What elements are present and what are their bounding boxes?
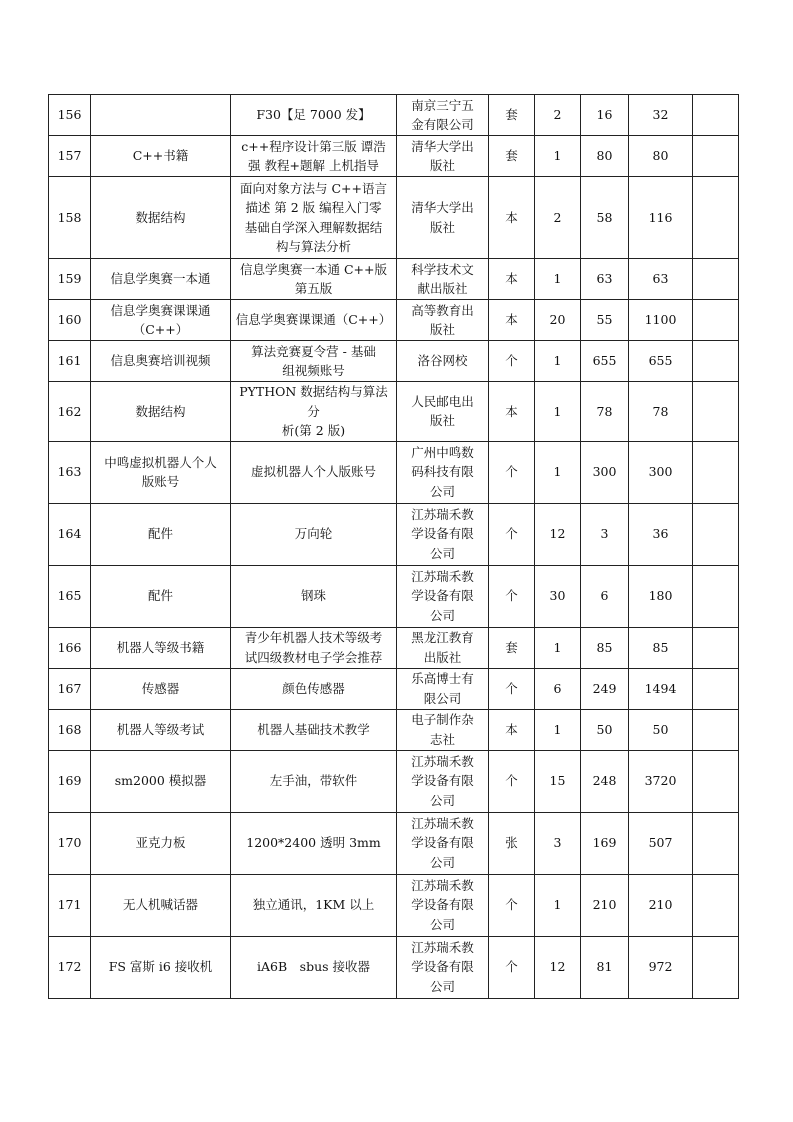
item-spec-cell: 机器人基础技术教学 [231, 709, 397, 750]
unit-price-cell: 300 [581, 441, 629, 503]
supplier-name-cell: 江苏瑞禾教 学设备有限 公司 [397, 874, 489, 936]
item-name-cell: 无人机喊话器 [91, 874, 231, 936]
unit-price-cell: 6 [581, 565, 629, 627]
unit-cell: 套 [489, 627, 535, 668]
item-name-cell: 配件 [91, 503, 231, 565]
total-amount-cell: 32 [629, 95, 693, 136]
remark-cell [693, 874, 739, 936]
table-row [49, 441, 739, 503]
supplier-name-cell: 乐高博士有 限公司 [397, 668, 489, 709]
quantity-cell: 6 [535, 668, 581, 709]
unit-cell: 个 [489, 874, 535, 936]
row-number-cell: 171 [49, 874, 91, 936]
quantity-cell: 1 [535, 709, 581, 750]
total-amount-cell: 1494 [629, 668, 693, 709]
supplier-name-cell: 高等教育出 版社 [397, 300, 489, 341]
remark-cell [693, 812, 739, 874]
row-number-cell: 156 [49, 95, 91, 136]
supplier-name-cell: 科学技术文 献出版社 [397, 259, 489, 300]
item-spec-cell: 钢珠 [231, 565, 397, 627]
item-spec-cell: 面向对象方法与 C++语言 描述 第 2 版 编程入门零 基础自学深入理解数据结 构与算法分析 [231, 177, 397, 259]
quantity-cell: 1 [535, 441, 581, 503]
item-spec-cell: 独立通讯，1KM 以上 [231, 874, 397, 936]
item-spec-cell: 虚拟机器人个人版账号 [231, 441, 397, 503]
item-spec-cell: 颜色传感器 [231, 668, 397, 709]
quantity-cell: 1 [535, 874, 581, 936]
unit-cell: 套 [489, 136, 535, 177]
quantity-cell: 2 [535, 95, 581, 136]
remark-cell [693, 936, 739, 998]
table-row [49, 565, 739, 627]
remark-cell [693, 441, 739, 503]
remark-cell [693, 382, 739, 442]
unit-price-cell: 248 [581, 750, 629, 812]
unit-price-cell: 55 [581, 300, 629, 341]
quantity-cell: 2 [535, 177, 581, 259]
unit-cell: 本 [489, 177, 535, 259]
remark-cell [693, 95, 739, 136]
remark-cell [693, 627, 739, 668]
item-name-cell: 信息奥赛培训视频 [91, 341, 231, 382]
table-row [49, 300, 739, 341]
item-spec-cell: 算法竞赛夏令营 - 基础 组视频账号 [231, 341, 397, 382]
unit-price-cell: 3 [581, 503, 629, 565]
table-row [49, 668, 739, 709]
supplier-name-cell: 南京三宁五 金有限公司 [397, 95, 489, 136]
supplier-name-cell: 电子制作杂 志社 [397, 709, 489, 750]
total-amount-cell: 116 [629, 177, 693, 259]
item-spec-cell: 信息学奥赛课课通（C++） [231, 300, 397, 341]
quantity-cell: 12 [535, 503, 581, 565]
supplier-name-cell: 江苏瑞禾教 学设备有限 公司 [397, 503, 489, 565]
total-amount-cell: 972 [629, 936, 693, 998]
row-number-cell: 158 [49, 177, 91, 259]
total-amount-cell: 85 [629, 627, 693, 668]
quantity-cell: 15 [535, 750, 581, 812]
row-number-cell: 165 [49, 565, 91, 627]
table-row [49, 874, 739, 936]
row-number-cell: 166 [49, 627, 91, 668]
row-number-cell: 167 [49, 668, 91, 709]
item-name-cell: 信息学奥赛一本通 [91, 259, 231, 300]
unit-cell: 个 [489, 668, 535, 709]
item-name-cell: sm2000 模拟器 [91, 750, 231, 812]
supplier-name-cell: 广州中鸣数 码科技有限 公司 [397, 441, 489, 503]
item-spec-cell: iA6B sbus 接收器 [231, 936, 397, 998]
supplier-name-cell: 人民邮电出 版社 [397, 382, 489, 442]
item-name-cell: C++书籍 [91, 136, 231, 177]
remark-cell [693, 503, 739, 565]
unit-price-cell: 16 [581, 95, 629, 136]
unit-price-cell: 80 [581, 136, 629, 177]
unit-cell: 个 [489, 565, 535, 627]
quantity-cell: 1 [535, 627, 581, 668]
unit-price-cell: 85 [581, 627, 629, 668]
table-row [49, 936, 739, 998]
total-amount-cell: 655 [629, 341, 693, 382]
unit-price-cell: 210 [581, 874, 629, 936]
remark-cell [693, 136, 739, 177]
item-spec-cell: 青少年机器人技术等级考 试四级教材电子学会推荐 [231, 627, 397, 668]
total-amount-cell: 210 [629, 874, 693, 936]
unit-cell: 个 [489, 750, 535, 812]
total-amount-cell: 507 [629, 812, 693, 874]
row-number-cell: 162 [49, 382, 91, 442]
row-number-cell: 172 [49, 936, 91, 998]
item-name-cell: 信息学奥赛课课通 （C++） [91, 300, 231, 341]
supplier-name-cell: 洛谷网校 [397, 341, 489, 382]
unit-cell: 个 [489, 936, 535, 998]
procurement-table [48, 94, 739, 999]
table-row [49, 382, 739, 442]
supplier-name-cell: 江苏瑞禾教 学设备有限 公司 [397, 750, 489, 812]
supplier-name-cell: 江苏瑞禾教 学设备有限 公司 [397, 565, 489, 627]
unit-price-cell: 63 [581, 259, 629, 300]
row-number-cell: 157 [49, 136, 91, 177]
unit-cell: 个 [489, 503, 535, 565]
unit-price-cell: 81 [581, 936, 629, 998]
remark-cell [693, 177, 739, 259]
total-amount-cell: 80 [629, 136, 693, 177]
total-amount-cell: 1100 [629, 300, 693, 341]
item-spec-cell: PYTHON 数据结构与算法分 析(第 2 版) [231, 382, 397, 442]
table-row [49, 177, 739, 259]
remark-cell [693, 565, 739, 627]
table-row [49, 503, 739, 565]
total-amount-cell: 50 [629, 709, 693, 750]
unit-cell: 套 [489, 95, 535, 136]
unit-price-cell: 78 [581, 382, 629, 442]
table-row [49, 95, 739, 136]
table-row [49, 259, 739, 300]
table-row [49, 709, 739, 750]
total-amount-cell: 180 [629, 565, 693, 627]
item-name-cell: 机器人等级考试 [91, 709, 231, 750]
remark-cell [693, 341, 739, 382]
row-number-cell: 159 [49, 259, 91, 300]
quantity-cell: 1 [535, 136, 581, 177]
total-amount-cell: 3720 [629, 750, 693, 812]
item-spec-cell: c++程序设计第三版 谭浩 强 教程+题解 上机指导 [231, 136, 397, 177]
item-name-cell: FS 富斯 i6 接收机 [91, 936, 231, 998]
table-row [49, 627, 739, 668]
unit-cell: 个 [489, 341, 535, 382]
supplier-name-cell: 黑龙江教育 出版社 [397, 627, 489, 668]
total-amount-cell: 63 [629, 259, 693, 300]
remark-cell [693, 750, 739, 812]
row-number-cell: 169 [49, 750, 91, 812]
supplier-name-cell: 江苏瑞禾教 学设备有限 公司 [397, 812, 489, 874]
item-name-cell: 亚克力板 [91, 812, 231, 874]
unit-cell: 本 [489, 259, 535, 300]
remark-cell [693, 668, 739, 709]
quantity-cell: 1 [535, 382, 581, 442]
row-number-cell: 163 [49, 441, 91, 503]
total-amount-cell: 78 [629, 382, 693, 442]
unit-cell: 本 [489, 709, 535, 750]
row-number-cell: 161 [49, 341, 91, 382]
unit-cell: 张 [489, 812, 535, 874]
unit-cell: 本 [489, 300, 535, 341]
remark-cell [693, 259, 739, 300]
total-amount-cell: 300 [629, 441, 693, 503]
total-amount-cell: 36 [629, 503, 693, 565]
item-spec-cell: 万向轮 [231, 503, 397, 565]
supplier-name-cell: 江苏瑞禾教 学设备有限 公司 [397, 936, 489, 998]
quantity-cell: 3 [535, 812, 581, 874]
unit-cell: 个 [489, 441, 535, 503]
remark-cell [693, 709, 739, 750]
table-row [49, 812, 739, 874]
item-spec-cell: 1200*2400 透明 3mm [231, 812, 397, 874]
quantity-cell: 20 [535, 300, 581, 341]
quantity-cell: 12 [535, 936, 581, 998]
row-number-cell: 170 [49, 812, 91, 874]
table-row [49, 750, 739, 812]
quantity-cell: 1 [535, 341, 581, 382]
remark-cell [693, 300, 739, 341]
table-row [49, 136, 739, 177]
row-number-cell: 164 [49, 503, 91, 565]
table-row [49, 341, 739, 382]
item-name-cell: 机器人等级书籍 [91, 627, 231, 668]
quantity-cell: 30 [535, 565, 581, 627]
unit-price-cell: 50 [581, 709, 629, 750]
unit-price-cell: 169 [581, 812, 629, 874]
item-name-cell: 中鸣虚拟机器人个人 版账号 [91, 441, 231, 503]
item-name-cell [91, 95, 231, 136]
supplier-name-cell: 清华大学出 版社 [397, 136, 489, 177]
item-name-cell: 数据结构 [91, 177, 231, 259]
item-name-cell: 配件 [91, 565, 231, 627]
row-number-cell: 160 [49, 300, 91, 341]
supplier-name-cell: 清华大学出 版社 [397, 177, 489, 259]
unit-cell: 本 [489, 382, 535, 442]
unit-price-cell: 58 [581, 177, 629, 259]
unit-price-cell: 249 [581, 668, 629, 709]
item-name-cell: 数据结构 [91, 382, 231, 442]
unit-price-cell: 655 [581, 341, 629, 382]
item-spec-cell: 信息学奥赛一本通 C++版 第五版 [231, 259, 397, 300]
item-spec-cell: 左手油，带软件 [231, 750, 397, 812]
item-name-cell: 传感器 [91, 668, 231, 709]
row-number-cell: 168 [49, 709, 91, 750]
item-spec-cell: F30【足 7000 发】 [231, 95, 397, 136]
quantity-cell: 1 [535, 259, 581, 300]
